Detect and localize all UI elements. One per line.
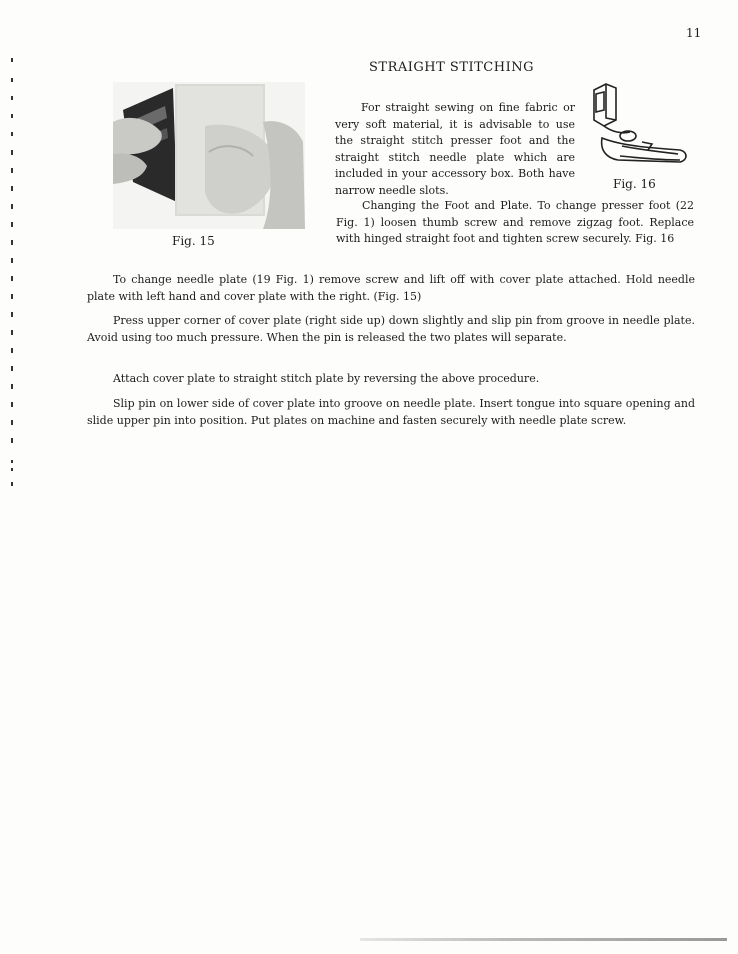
page-title: STRAIGHT STITCHING xyxy=(369,60,534,75)
presser-foot-illustration xyxy=(582,80,692,176)
bottom-scan-edge xyxy=(360,938,727,941)
intro-text: For straight sewing on fine fabric or very soft material, it is advisable to use the straight stitch presser foot and the straight stitch needle plate which are included in your accessory box. Both have narrow needle slots. xyxy=(335,101,575,197)
fig16-caption: Fig. 16 xyxy=(613,177,656,191)
fig15-caption: Fig. 15 xyxy=(172,234,215,248)
intro-paragraph xyxy=(335,100,575,199)
fig15-illustration xyxy=(113,82,305,229)
p3-text: Attach cover plate to straight stitch plate by reversing the above procedure. xyxy=(113,372,540,385)
attach-paragraph xyxy=(87,371,695,388)
p1-text: To change needle plate (19 Fig. 1) remove screw and lift off with cover plate attached. Hold needle plate with left hand and cover plate with the right. (Fig. 15) xyxy=(87,273,695,303)
needle-plate-paragraph xyxy=(87,272,695,305)
cover-plate-paragraph xyxy=(87,313,695,346)
changing-foot-paragraph xyxy=(336,198,694,248)
changing-text: Changing the Foot and Plate. To change presser foot (22 Fig. 1) loosen thumb screw and remove zigzag foot. Replace with hinged straight foot and tighten screw securely. Fig. 16 xyxy=(336,199,694,245)
fig16-drawing xyxy=(582,80,692,176)
p2-text: Press upper corner of cover plate (right side up) down slightly and slip pin from groove in needle plate. Avoid using too much pressure. When the pin is released the two plates will separate. xyxy=(87,314,695,344)
slip-pin-paragraph xyxy=(87,396,695,429)
binding-marks xyxy=(8,50,18,500)
p4-text: Slip pin on lower side of cover plate into groove on needle plate. Insert tongue into square opening and slide upper pin into position. Put plates on machine and fasten securely with needle plate screw. xyxy=(87,397,695,427)
page-number: 11 xyxy=(686,26,702,40)
fig15-photo xyxy=(113,82,305,229)
